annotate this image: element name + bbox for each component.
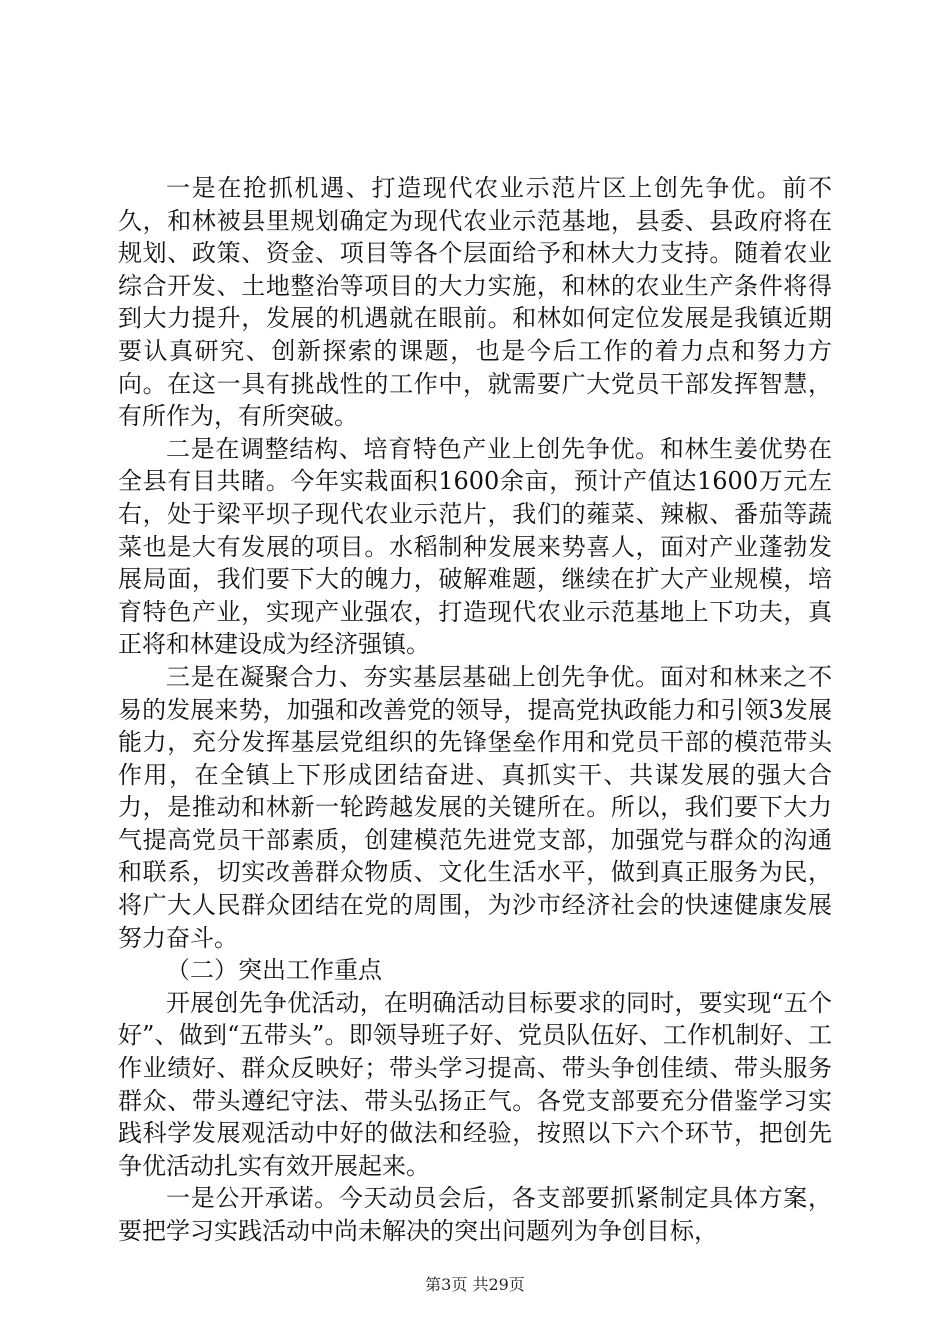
paragraph-3: 三是在凝聚合力、夯实基层基础上创先争优。面对和林来之不易的发展来势，加强和改善党的领导，提高党执政能力和引领3发展能力，充分发挥基层党组织的先锋堡垒作用和党员干部的模范带头作用，在全镇上下形成团结奋进、真抓实干、共谋发展的强大合力，是推动和林新一轮跨越发展的关键所在。所以，我们要下大力气提高党员干部素质，创建模范先进党支部，加强党与群众的沟通和联系，切实改善群众物质、文化生活水平，做到真正服务为民，将广大人民群众团结在党的周围，为沙市经济社会的快速健康发展努力奋斗。	[118, 662, 832, 952]
page-footer: 第3页 共29页	[425, 1275, 525, 1294]
paragraph-5: 一是公开承诺。今天动员会后，各支部要抓紧制定具体方案，要把学习实践活动中尚未解决的突出问题列为争创目标，	[118, 1184, 832, 1245]
paragraph-1: 一是在抢抓机遇、打造现代农业示范片区上创先争优。前不久，和林被县里规划确定为现代农业示范基地，县委、县政府将在规划、政策、资金、项目等各个层面给予和林大力支持。随着农业综合开发、土地整治等项目的大力实施，和林的农业生产条件将得到大力提升，发展的机遇就在眼前。和林如何定位发展是我镇近期要认真研究、创新探索的课题，也是今后工作的着力点和努力方向。在这一具有挑战性的工作中，就需要广大党员干部发挥智慧，有所作为，有所突破。	[118, 174, 832, 431]
document-body	[118, 172, 832, 1248]
section-heading: （二）突出工作重点	[166, 956, 382, 985]
paragraph-4: 开展创先争优活动，在明确活动目标要求的同时，要实现“五个好”、做到“五带头”。即领导班子好、党员队伍好、工作机制好、工作业绩好、群众反映好；带头学习提高、带头争创佳绩、带头服务群众、带头遵纪守法、带头弘扬正气。各党支部要充分借鉴学习实践科学发展观活动中好的做法和经验，按照以下六个环节，把创先争优活动扎实有效开展起来。	[118, 988, 832, 1180]
paragraph-2: 二是在调整结构、培育特色产业上创先争优。和林生姜优势在全县有目共睹。今年实栽面积1600余亩，预计产值达1600万元左右，处于梁平坝子现代农业示范片，我们的蕹菜、辣椒、番茄等蔬菜也是大有发展的项目。水稻制种发展来势喜人，面对产业蓬勃发展局面，我们要下大的魄力，破解难题，继续在扩大产业规模，培育特色产业，实现产业强农，打造现代农业示范基地上下功夫，真正将和林建设成为经济强镇。	[118, 434, 832, 659]
